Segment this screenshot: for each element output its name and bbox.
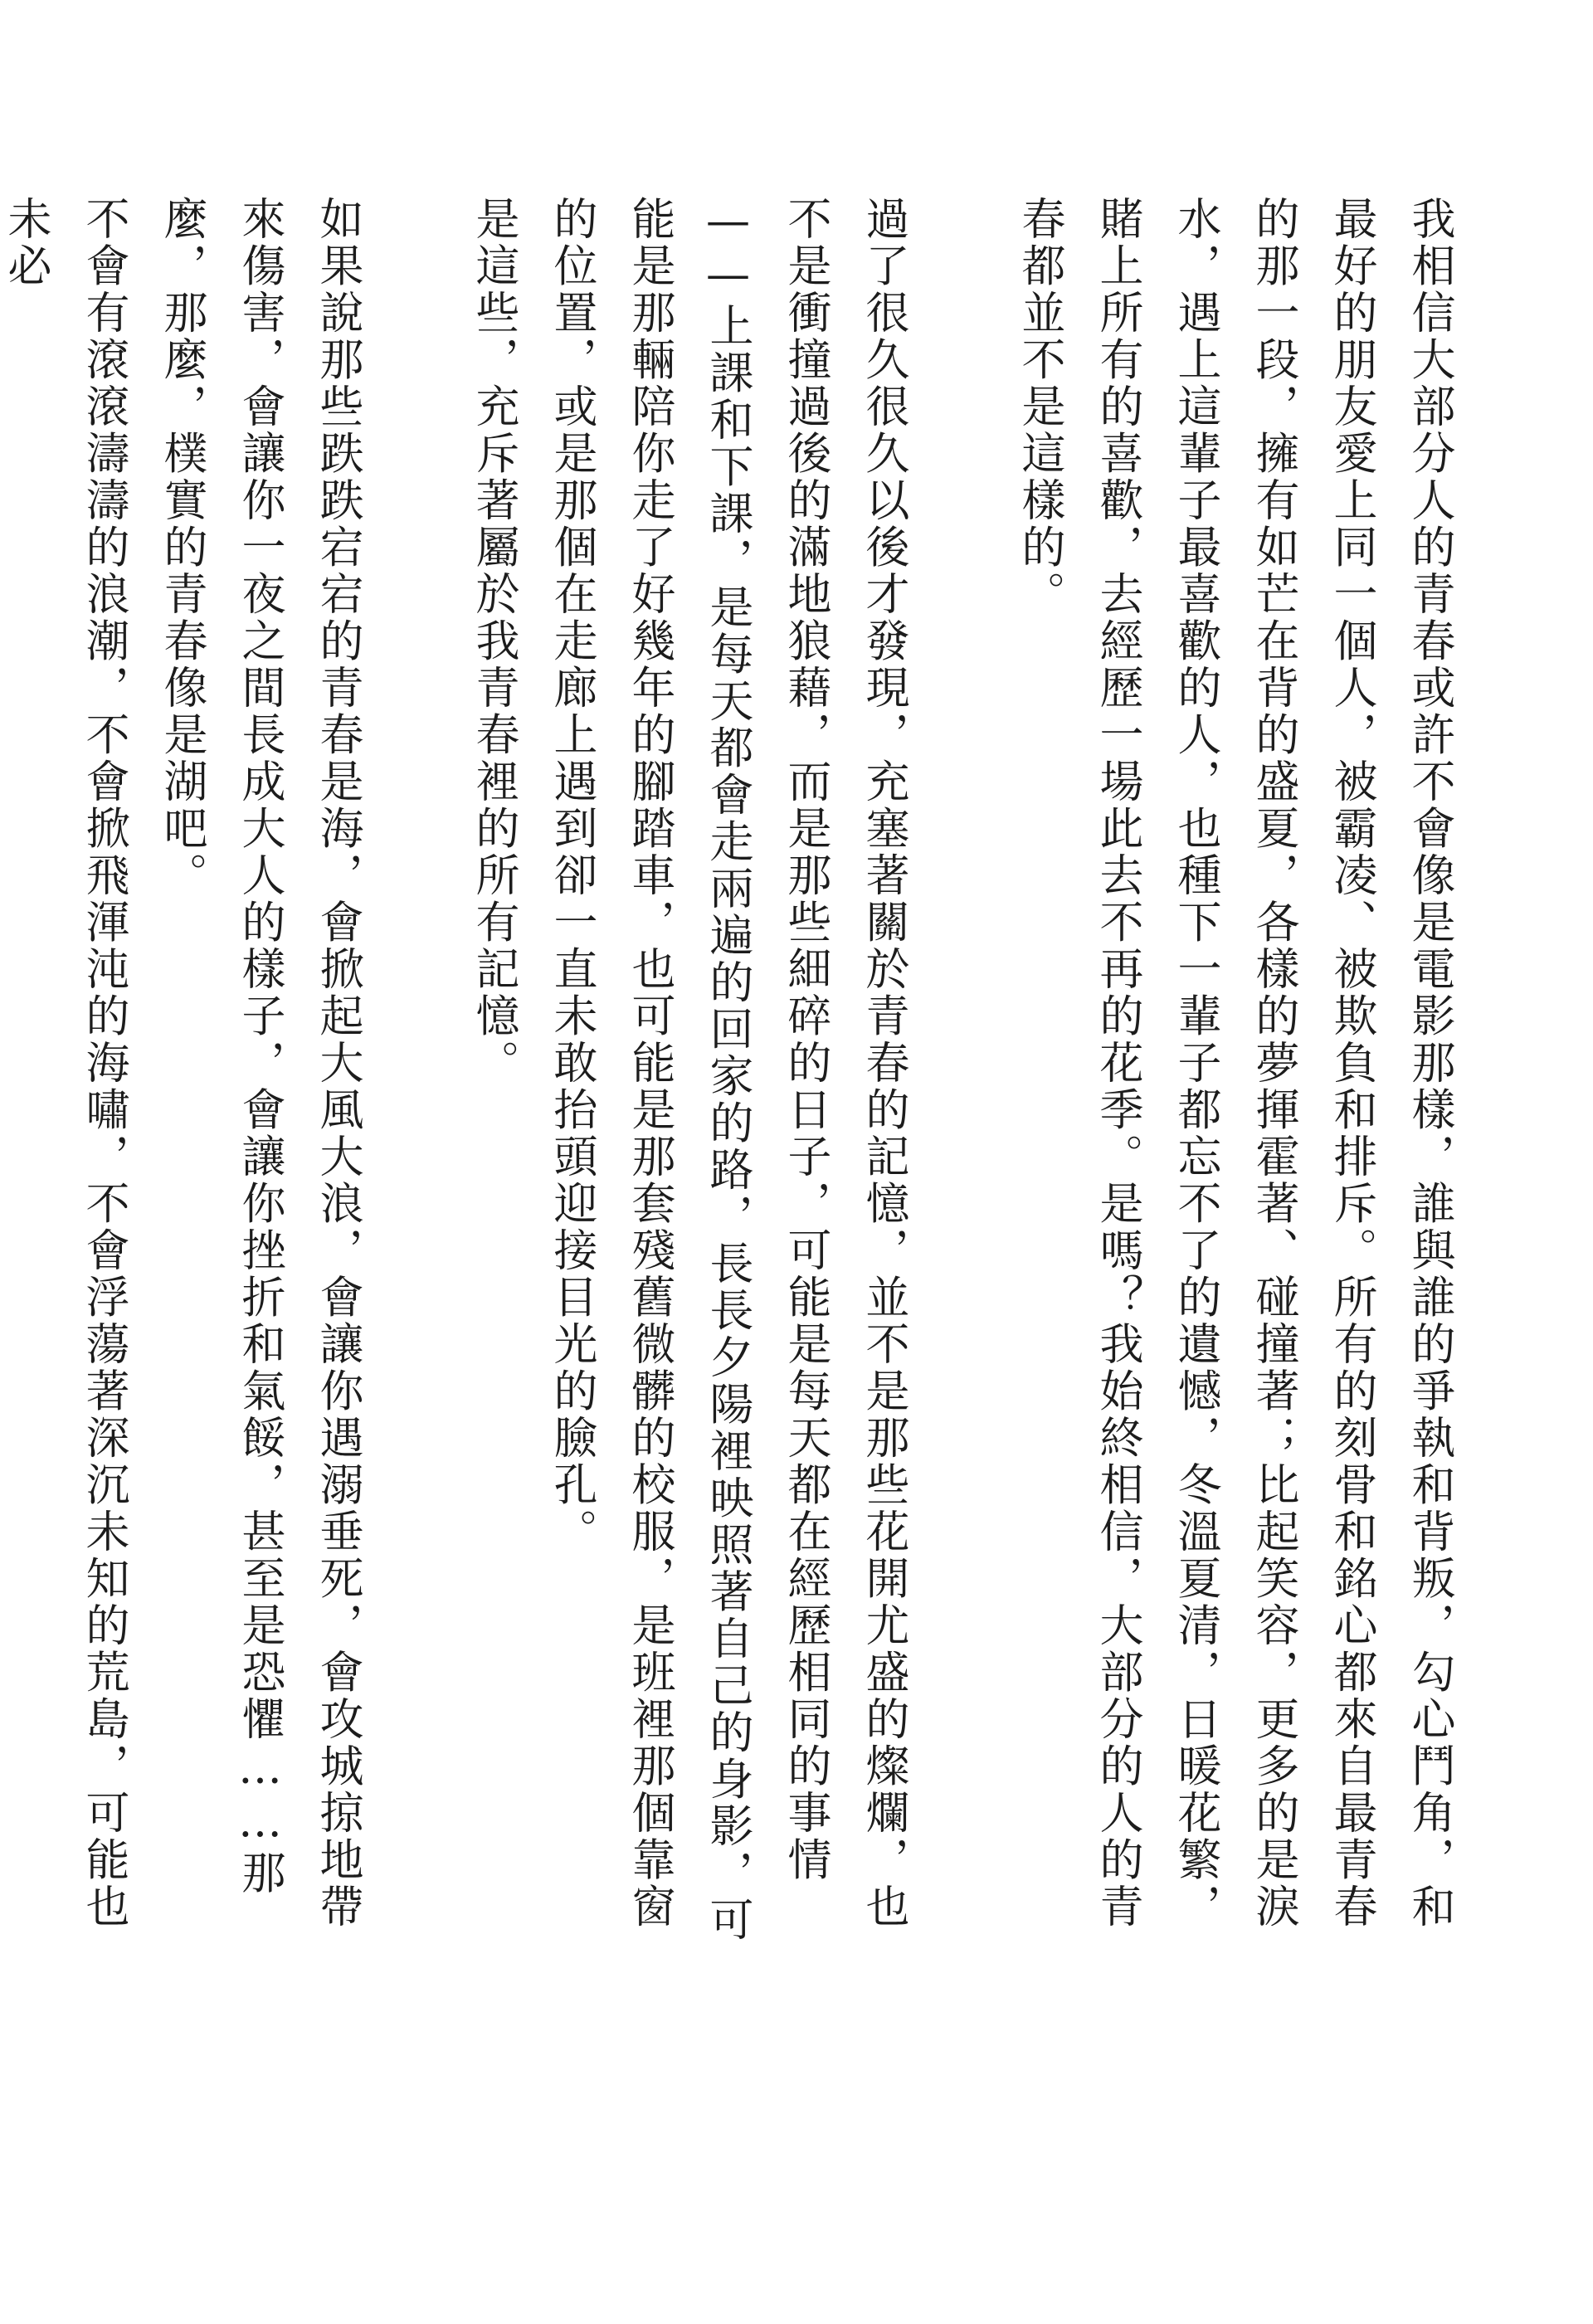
paragraph-5: 不會有滾滾濤濤的浪潮，不會掀飛渾沌的海嘯，不會浮蕩著深沉未知的荒島，可能也未必 — [1, 196, 129, 1931]
paragraph-4: 如果說那些跌跌宕宕的青春是海，會掀起大風大浪，會讓你遇溺垂死，會攻城掠地帶來傷害，會讓你一夜之間長成大人的樣子，會讓你挫折和氣餒，甚至是恐懼……那麼，那麼，樸實的青春像是湖吧。 — [157, 196, 363, 1931]
vertical-text-body — [0, 196, 1469, 1971]
paragraph-gap — [377, 196, 455, 1971]
paragraph-gap — [923, 196, 1001, 1971]
paragraph-1: 我相信大部分人的青春或許不會像是電影那樣，誰與誰的爭執和背叛，勾心鬥角，和最好的朋友愛上同一個人，被霸凌、被欺負和排斥。所有的刻骨和銘心都來自最青春的那一段，擁有如芒在背的盛夏，各樣的夢揮霍著、碰撞著；比起笑容，更多的是淚水，遇上這輩子最喜歡的人，也種下一輩子都忘不了的遺憾，冬溫夏清，日暖花繁，賭上所有的喜歡，去經歷一場此去不再的花季。是嗎？我始終相信，大部分的人的青春都並不是這樣的。 — [1015, 196, 1455, 1931]
paragraph-2: 過了很久很久以後才發現，充塞著關於青春的記憶，並不是那些花開尤盛的燦爛，也不是衝撞過後的滿地狼藉，而是那些細碎的日子，可能是每天都在經歷相同的事情——上課和下課，是每天都會走兩遍的回家的路，長長夕陽裡映照著自己的身影，可能是那輛陪你走了好幾年的腳踏車，也可能是那套殘舊微髒的校服，是班裡那個靠窗的位置，或是那個在走廊上遇到卻一直未敢抬頭迎接目光的臉孔。 — [547, 196, 909, 1944]
paragraph-3: 是這些，充斥著屬於我青春裡的所有記憶。 — [469, 196, 519, 1087]
